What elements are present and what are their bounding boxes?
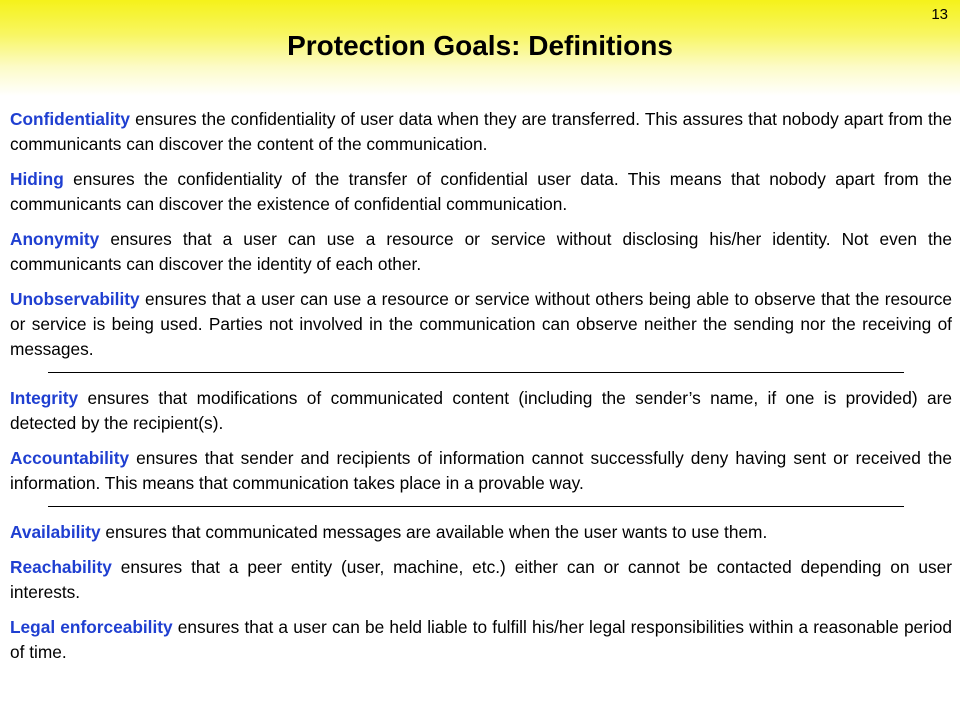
definition-term: Integrity	[10, 388, 79, 408]
definition-unobservability	[10, 287, 952, 362]
definition-term: Anonymity	[10, 229, 100, 249]
section-divider	[48, 372, 904, 373]
definition-text: ensures that a user can use a resource or service without others being able to observe that the resource or service is being used. Parties not involved in the communication can observe neither the sending nor the receiving of messages.	[10, 289, 952, 359]
definition-legal-enforceability	[10, 615, 952, 665]
definition-text: ensures that a user can use a resource or service without disclosing his/her identity. Not even the communicants can discover the identity of each other.	[10, 229, 952, 274]
definition-term: Accountability	[10, 448, 130, 468]
header-band	[0, 0, 960, 96]
definition-text: ensures that sender and recipients of information cannot successfully deny having sent or received the information. This means that communication takes place in a provable way.	[10, 448, 952, 493]
definition-anonymity	[10, 227, 952, 277]
definition-term: Hiding	[10, 169, 64, 189]
slide-title: Protection Goals: Definitions	[287, 30, 673, 61]
definition-text: ensures that a user can be held liable to fulfill his/her legal responsibilities within a reasonable period of time.	[10, 617, 952, 662]
definition-text: ensures that communicated messages are available when the user wants to use them.	[100, 522, 768, 542]
definition-availability	[10, 520, 952, 545]
section-divider	[48, 506, 904, 507]
definition-text: ensures the confidentiality of the transfer of confidential user data. This means that nobody apart from the communicants can discover the existence of confidential communication.	[10, 169, 952, 214]
definition-term: Confidentiality	[10, 109, 131, 129]
definition-confidentiality	[10, 107, 952, 157]
slide-number: 13	[931, 6, 948, 23]
definition-reachability	[10, 555, 952, 605]
definition-term: Legal enforceability	[10, 617, 173, 637]
definition-text: ensures that modifications of communicated content (including the sender’s name, if one is provided) are detected by the recipient(s).	[10, 388, 952, 433]
definition-hiding	[10, 167, 952, 217]
definition-integrity	[10, 386, 952, 436]
definition-text: ensures the confidentiality of user data when they are transferred. This assures that nobody apart from the communicants can discover the content of the communication.	[10, 109, 952, 154]
definitions-content	[10, 107, 952, 675]
definition-accountability	[10, 446, 952, 496]
definition-term: Unobservability	[10, 289, 140, 309]
definition-text: ensures that a peer entity (user, machine, etc.) either can or cannot be contacted depending on user interests.	[10, 557, 952, 602]
definition-term: Availability	[10, 522, 101, 542]
definition-term: Reachability	[10, 557, 112, 577]
